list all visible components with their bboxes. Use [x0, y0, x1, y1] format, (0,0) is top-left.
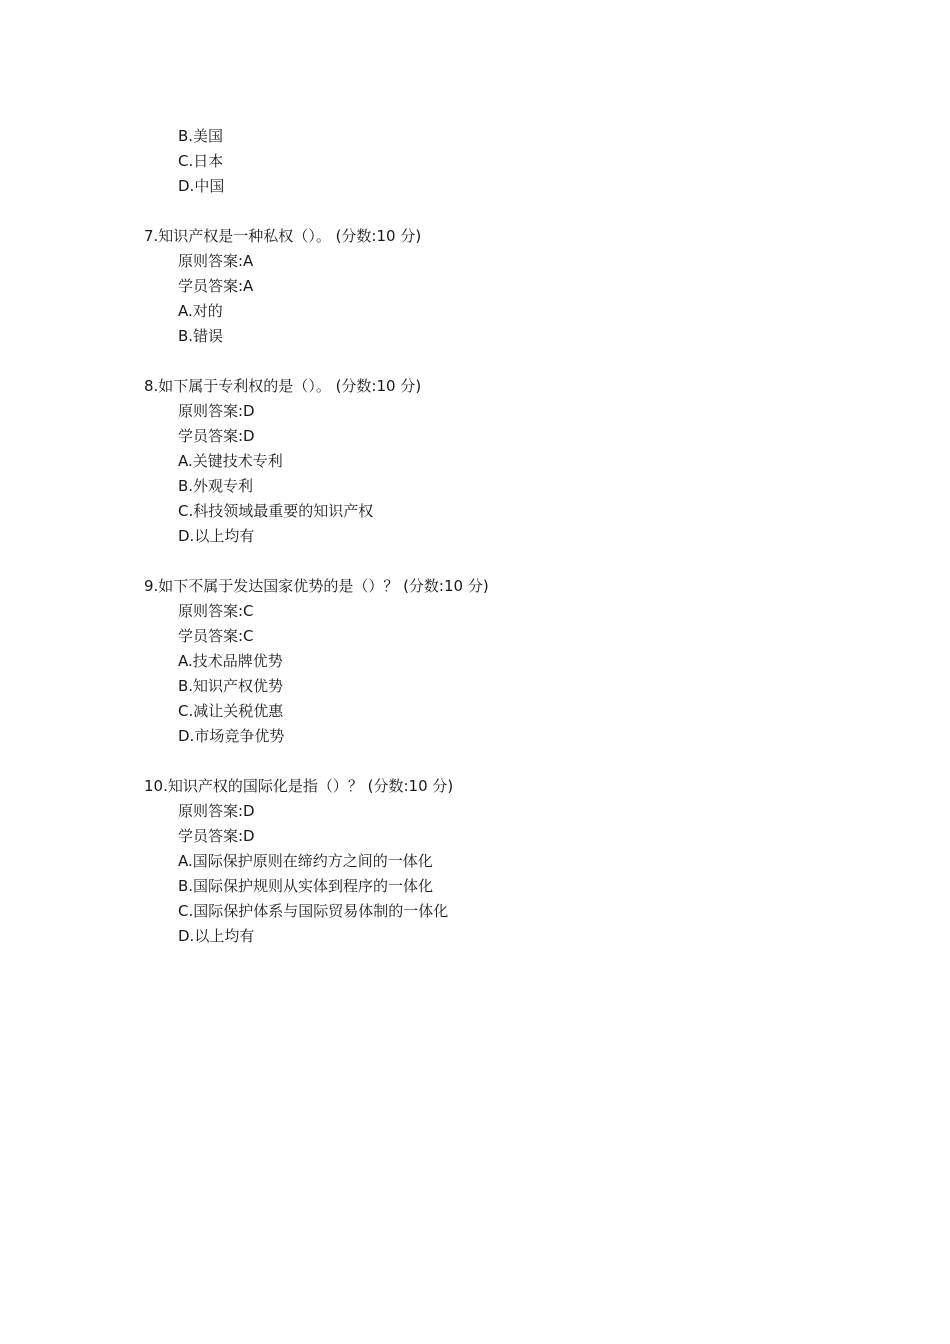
- standard-answer: 原则答案:D: [178, 402, 255, 420]
- question-7: [0, 224, 950, 349]
- spacer: [0, 349, 950, 374]
- option-c: C.国际保护体系与国际贸易体制的一体化: [178, 902, 449, 920]
- question-title: 7.知识产权是一种私权（）。 (分数:10 分): [144, 227, 422, 245]
- option-b: B.国际保护规则从实体到程序的一体化: [178, 877, 434, 895]
- question-9: [0, 574, 950, 749]
- option-a: A.关键技术专利: [178, 452, 283, 470]
- spacer: [0, 749, 950, 774]
- spacer: [0, 199, 950, 224]
- option-c: C.减让关税优惠: [178, 702, 284, 720]
- option-b: B.美国: [178, 127, 224, 145]
- option-b: B.外观专利: [178, 477, 254, 495]
- option-d: D.市场竞争优势: [178, 727, 285, 745]
- option-b: B.错误: [178, 327, 224, 345]
- question-title: 8.如下属于专利权的是（）。 (分数:10 分): [144, 377, 422, 395]
- spacer: [0, 549, 950, 574]
- option-a: A.对的: [178, 302, 223, 320]
- option-d: D.以上均有: [178, 527, 255, 545]
- question-8: [0, 374, 950, 549]
- option-b: B.知识产权优势: [178, 677, 284, 695]
- standard-answer: 原则答案:C: [178, 602, 254, 620]
- question-title: 9.如下不属于发达国家优势的是（）？ (分数:10 分): [144, 577, 489, 595]
- student-answer: 学员答案:D: [178, 427, 255, 445]
- option-d: D.以上均有: [178, 927, 255, 945]
- student-answer: 学员答案:D: [178, 827, 255, 845]
- option-d: D.中国: [178, 177, 225, 195]
- document-content: [0, 124, 950, 949]
- question-6-options: [0, 124, 950, 199]
- option-c: C.日本: [178, 152, 224, 170]
- student-answer: 学员答案:A: [178, 277, 254, 295]
- student-answer: 学员答案:C: [178, 627, 254, 645]
- standard-answer: 原则答案:D: [178, 802, 255, 820]
- option-a: A.国际保护原则在缔约方之间的一体化: [178, 852, 433, 870]
- question-10: [0, 774, 950, 949]
- option-c: C.科技领域最重要的知识产权: [178, 502, 374, 520]
- standard-answer: 原则答案:A: [178, 252, 254, 270]
- question-title: 10.知识产权的国际化是指（）？ (分数:10 分): [144, 777, 454, 795]
- option-a: A.技术品牌优势: [178, 652, 283, 670]
